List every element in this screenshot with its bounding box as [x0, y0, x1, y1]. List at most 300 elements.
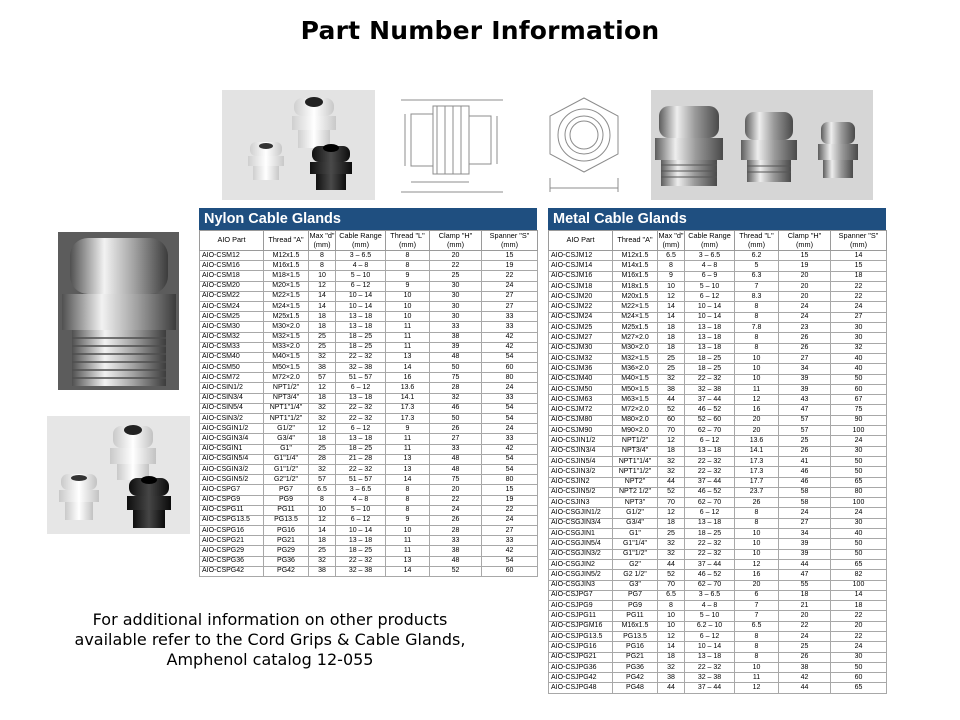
table-cell: 32 [658, 467, 685, 477]
table-cell: 22 – 32 [685, 539, 735, 549]
table-cell: 46 [779, 477, 831, 487]
table-cell: 50 [430, 414, 482, 424]
table-cell: 9 [386, 281, 430, 291]
table-cell: AIO-CSGJIN3/2 [549, 549, 613, 559]
table-cell: 15 [831, 261, 887, 271]
table-cell: 24 [831, 302, 887, 312]
column-header: Max "d" (mm) [658, 231, 684, 249]
table-cell: 18 – 25 [336, 546, 386, 556]
table-cell: 22 [482, 271, 538, 281]
table-cell: AIO-CSJPG42 [549, 673, 613, 683]
table-cell: 62 – 70 [685, 426, 735, 436]
table-cell: 58 [779, 487, 831, 497]
table-cell: 32 [309, 556, 336, 566]
table-cell: 27 [779, 518, 831, 528]
table-cell: G1/2" [613, 508, 658, 518]
table-cell: 8 [735, 508, 779, 518]
table-cell: 12 [309, 424, 336, 434]
table-cell: PG36 [613, 662, 658, 672]
table-cell: 44 [658, 683, 685, 693]
table-cell: 42 [482, 332, 538, 342]
table-cell: AIO-CSM30 [200, 322, 264, 332]
table-cell: 22 – 32 [685, 467, 735, 477]
table-cell: 20 [831, 621, 887, 631]
table-cell: 37 – 44 [685, 395, 735, 405]
table-cell: 39 [779, 539, 831, 549]
table-cell: 48 [430, 352, 482, 362]
table-cell: 10 [309, 505, 336, 515]
table-cell: 44 [658, 477, 685, 487]
table-row [549, 415, 887, 425]
table-row [549, 281, 887, 291]
table-cell: 10 [735, 353, 779, 363]
table-cell: 65 [831, 477, 887, 487]
table-cell: 22 – 32 [685, 374, 735, 384]
table-cell: 5 – 10 [685, 611, 735, 621]
table-cell: 30 [430, 281, 482, 291]
table-cell: 47 [779, 570, 831, 580]
table-cell: AIO-CSJM63 [549, 395, 613, 405]
table-cell: AIO-CSJM16 [549, 271, 613, 281]
table-cell: 14 [309, 291, 336, 301]
table-cell: 18 [831, 601, 887, 611]
table-cell: 4 – 8 [336, 495, 386, 505]
table-cell: 23 [779, 323, 831, 333]
table-cell: 8 [735, 631, 779, 641]
table-row [549, 446, 887, 456]
table-cell: 8 [386, 251, 430, 261]
table-cell: 18 [658, 343, 685, 353]
table-cell: AIO-CSJIN3 [549, 498, 613, 508]
table-row [200, 352, 538, 362]
table-cell: 100 [831, 426, 887, 436]
table-row [200, 281, 538, 291]
table-cell: 7 [735, 611, 779, 621]
table-cell: AIO-CSJM80 [549, 415, 613, 425]
table-cell: 21 – 28 [336, 454, 386, 464]
table-cell: AIO-CSM18 [200, 271, 264, 281]
table-cell: 27 [831, 312, 887, 322]
table-cell: 24 [779, 508, 831, 518]
nylon-table-title: Nylon Cable Glands [199, 208, 537, 230]
table-cell: 26 [779, 333, 831, 343]
table-cell: AIO-CSJM27 [549, 333, 613, 343]
table-cell: AIO-CSPG11 [200, 505, 264, 515]
table-cell: 26 [779, 446, 831, 456]
table-cell: 38 [430, 332, 482, 342]
table-cell: 18 [309, 536, 336, 546]
table-cell: 75 [430, 475, 482, 485]
nylon-table-header-row [200, 231, 538, 251]
table-cell: 25 [309, 546, 336, 556]
table-cell: AIO-CSM12 [200, 251, 264, 261]
metal-table-header-row [549, 231, 887, 251]
table-cell: 11 [386, 536, 430, 546]
table-cell: 13 – 18 [685, 652, 735, 662]
table-cell: 10 – 14 [685, 312, 735, 322]
table-cell: 13 [386, 556, 430, 566]
table-cell: G3/4" [613, 518, 658, 528]
table-cell: 22 [831, 292, 887, 302]
table-cell: 5 – 10 [336, 505, 386, 515]
table-cell: 42 [482, 342, 538, 352]
table-cell: G1"1/2" [264, 464, 309, 474]
table-cell: PG9 [264, 495, 309, 505]
table-cell: AIO-CSJIN2 [549, 477, 613, 487]
table-cell: AIO-CSGIN5/4 [200, 454, 264, 464]
table-row [549, 590, 887, 600]
table-cell: 6.5 [658, 251, 685, 261]
table-cell: 41 [779, 456, 831, 466]
table-row [549, 302, 887, 312]
table-cell: 27 [482, 291, 538, 301]
table-cell: 8 [735, 302, 779, 312]
table-cell: 22 [430, 261, 482, 271]
table-cell: 10 [735, 549, 779, 559]
table-cell: 17.3 [735, 456, 779, 466]
table-cell: 13 – 18 [685, 323, 735, 333]
table-cell: M25x1.5 [264, 312, 309, 322]
table-cell: 18 – 25 [336, 444, 386, 454]
table-cell: AIO-CSJPG16 [549, 642, 613, 652]
table-cell: M80×2.0 [613, 415, 658, 425]
table-cell: 11 [386, 332, 430, 342]
table-cell: 19 [482, 261, 538, 271]
table-cell: 12 [658, 292, 685, 302]
table-cell: M50×1.5 [613, 384, 658, 394]
table-cell: 19 [779, 261, 831, 271]
table-cell: 70 [658, 426, 685, 436]
table-cell: 27 [430, 434, 482, 444]
table-cell: 7 [735, 601, 779, 611]
footer-line: available refer to the Cord Grips & Cable Glands, [74, 630, 466, 649]
table-cell: 65 [831, 559, 887, 569]
table-cell: 8 [735, 333, 779, 343]
table-cell: M36×2.0 [613, 364, 658, 374]
table-cell: 24 [779, 312, 831, 322]
table-cell: 25 [658, 529, 685, 539]
table-cell: 13 – 18 [336, 536, 386, 546]
table-cell: 26 [779, 343, 831, 353]
table-cell: 18 [309, 393, 336, 403]
table-row [549, 374, 887, 384]
table-cell: 9 [386, 515, 430, 525]
table-cell: AIO-CSJM40 [549, 374, 613, 384]
table-cell: 38 [658, 673, 685, 683]
metal-gland-closeup-photo [58, 232, 179, 390]
column-header: AIO Part [200, 231, 264, 251]
table-cell: PG9 [613, 601, 658, 611]
table-cell: NPT3/4" [264, 393, 309, 403]
table-row [549, 477, 887, 487]
table-row [200, 475, 538, 485]
table-cell: 33 [482, 434, 538, 444]
table-cell: 4 – 8 [685, 601, 735, 611]
table-cell: PG7 [613, 590, 658, 600]
table-row [549, 292, 887, 302]
table-cell: 50 [831, 662, 887, 672]
white-black-nylon-glands-photo [222, 90, 375, 200]
table-cell: 12 [735, 395, 779, 405]
table-cell: 57 [309, 373, 336, 383]
table-cell: 46 – 52 [685, 487, 735, 497]
table-cell: AIO-CSPG9 [200, 495, 264, 505]
table-cell: 13 – 18 [336, 434, 386, 444]
table-cell: 34 [779, 364, 831, 374]
table-cell: 14.1 [735, 446, 779, 456]
table-row [200, 342, 538, 352]
table-cell: AIO-CSGJIN3 [549, 580, 613, 590]
table-cell: AIO-CSJM32 [549, 353, 613, 363]
table-cell: 6 – 12 [685, 631, 735, 641]
table-cell: AIO-CSJM18 [549, 281, 613, 291]
table-cell: M24×1.5 [264, 301, 309, 311]
table-row [200, 536, 538, 546]
table-cell: 27 [482, 526, 538, 536]
table-cell: AIO-CSJPG7 [549, 590, 613, 600]
table-cell: 12 [658, 436, 685, 446]
table-cell: 20 [430, 485, 482, 495]
table-cell: 38 [658, 384, 685, 394]
table-cell: M72×2.0 [264, 373, 309, 383]
table-cell: 43 [779, 395, 831, 405]
table-cell: 6 – 12 [336, 515, 386, 525]
table-cell: PG21 [613, 652, 658, 662]
table-row [200, 556, 538, 566]
table-cell: 4 – 8 [685, 261, 735, 271]
table-cell: 10 [735, 529, 779, 539]
table-cell: AIO-CSGJIN1/2 [549, 508, 613, 518]
table-cell: 52 [658, 405, 685, 415]
column-header: Thread "A" [264, 231, 309, 251]
table-cell: 17.3 [386, 414, 430, 424]
table-cell: 26 [430, 424, 482, 434]
table-cell: 50 [831, 539, 887, 549]
table-cell: 7.8 [735, 323, 779, 333]
table-cell: 47 [779, 405, 831, 415]
table-cell: PG11 [264, 505, 309, 515]
table-cell: 9 [658, 271, 685, 281]
table-cell: AIO-CSJPG21 [549, 652, 613, 662]
table-row [549, 364, 887, 374]
table-cell: 17.7 [735, 477, 779, 487]
table-cell: AIO-CSM25 [200, 312, 264, 322]
table-cell: 6 – 12 [685, 508, 735, 518]
table-cell: 11 [735, 384, 779, 394]
table-cell: 14 [386, 363, 430, 373]
table-cell: 40 [831, 529, 887, 539]
table-row [549, 570, 887, 580]
table-cell: 32 [658, 456, 685, 466]
table-cell: M90×2.0 [613, 426, 658, 436]
table-cell: 6.2 – 10 [685, 621, 735, 631]
table-cell: 7 [735, 281, 779, 291]
table-cell: 14 [658, 302, 685, 312]
table-cell: M18×1.5 [264, 271, 309, 281]
table-cell: AIO-CSJM72 [549, 405, 613, 415]
table-cell: 30 [831, 652, 887, 662]
table-row [549, 467, 887, 477]
table-cell: M32×1.5 [264, 332, 309, 342]
table-cell: 14 [309, 526, 336, 536]
table-cell: 6 – 12 [336, 383, 386, 393]
table-cell: 18 [831, 271, 887, 281]
table-cell: 10 [735, 662, 779, 672]
table-cell: AIO-CSM24 [200, 301, 264, 311]
table-cell: 14 [386, 475, 430, 485]
table-cell: 10 [658, 611, 685, 621]
table-cell: 13 – 18 [336, 393, 386, 403]
table-cell: 70 [658, 580, 685, 590]
column-header: Max "d" (mm) [309, 231, 335, 249]
table-row [200, 251, 538, 261]
table-cell: PG7 [264, 485, 309, 495]
table-cell: 33 [482, 393, 538, 403]
table-cell: AIO-CSIN1/2 [200, 383, 264, 393]
table-row [200, 393, 538, 403]
table-row [549, 312, 887, 322]
table-cell: 6 – 12 [685, 292, 735, 302]
table-cell: AIO-CSJPGM16 [549, 621, 613, 631]
table-cell: 58 [779, 498, 831, 508]
column-header: Thread "L" (mm) [386, 231, 430, 251]
table-cell: G1"1/4" [613, 539, 658, 549]
table-cell: 44 [779, 683, 831, 693]
table-cell: 8 [309, 495, 336, 505]
table-cell: AIO-CSJM24 [549, 312, 613, 322]
table-cell: 67 [831, 395, 887, 405]
table-cell: 50 [430, 363, 482, 373]
table-cell: 10 [386, 301, 430, 311]
table-cell: 32 [309, 464, 336, 474]
table-cell: 10 [735, 374, 779, 384]
table-cell: AIO-CSJM20 [549, 292, 613, 302]
table-cell: M16x1.5 [613, 271, 658, 281]
table-cell: AIO-CSM33 [200, 342, 264, 352]
table-cell: 54 [482, 403, 538, 413]
column-header: Clamp "H" (mm) [430, 231, 482, 251]
table-cell: 48 [430, 454, 482, 464]
table-cell: 8 [386, 505, 430, 515]
table-row [200, 566, 538, 576]
table-cell: 25 [658, 364, 685, 374]
table-cell: M40×1.5 [264, 352, 309, 362]
table-cell: 15 [482, 251, 538, 261]
table-cell: 18 [658, 518, 685, 528]
table-cell: 12 [309, 515, 336, 525]
table-cell: 14 [658, 312, 685, 322]
table-cell: 11 [735, 673, 779, 683]
table-cell: 13 – 18 [336, 312, 386, 322]
table-row [200, 546, 538, 556]
table-cell: 14 [831, 251, 887, 261]
table-cell: G3/4" [264, 434, 309, 444]
table-cell: 33 [482, 322, 538, 332]
table-cell: 24 [482, 383, 538, 393]
table-cell: 4 – 8 [336, 261, 386, 271]
table-cell: 12 [309, 281, 336, 291]
table-cell: 9 [386, 271, 430, 281]
table-cell: 32 [658, 539, 685, 549]
gland-side-drawing [393, 92, 511, 200]
table-row [549, 529, 887, 539]
table-cell: 5 – 10 [685, 281, 735, 291]
table-cell: AIO-CSM50 [200, 363, 264, 373]
table-cell: 12 [735, 559, 779, 569]
table-cell: 25 [430, 271, 482, 281]
table-cell: M30×2.0 [264, 322, 309, 332]
table-cell: 22 – 32 [336, 556, 386, 566]
table-cell: 20 [779, 611, 831, 621]
table-cell: 10 – 14 [336, 301, 386, 311]
column-header: Spanner "S" (mm) [831, 231, 887, 251]
table-cell: NPT3/4" [613, 446, 658, 456]
table-row [549, 662, 887, 672]
table-cell: G1"1/4" [264, 454, 309, 464]
table-cell: 38 [779, 662, 831, 672]
table-cell: AIO-CSJIN3/4 [549, 446, 613, 456]
table-cell: 8 [658, 261, 685, 271]
table-cell: 6.5 [658, 590, 685, 600]
column-header: Cable Range (mm) [685, 231, 735, 251]
table-cell: 33 [482, 536, 538, 546]
table-cell: 24 [831, 508, 887, 518]
column-header: Clamp "H" (mm) [779, 231, 831, 251]
table-row [549, 436, 887, 446]
table-cell: 57 [779, 415, 831, 425]
table-cell: 16 [386, 373, 430, 383]
table-cell: 11 [386, 546, 430, 556]
table-cell: 22 [430, 495, 482, 505]
table-cell: 34 [779, 529, 831, 539]
table-cell: AIO-CSM20 [200, 281, 264, 291]
table-cell: 57 [309, 475, 336, 485]
table-cell: AIO-CSIN3/2 [200, 414, 264, 424]
table-cell: G2"1/2" [264, 475, 309, 485]
table-cell: 8 [658, 601, 685, 611]
table-cell: 38 [430, 546, 482, 556]
table-cell: 10 [658, 281, 685, 291]
table-cell: PG48 [613, 683, 658, 693]
footer-line: Amphenol catalog 12-055 [166, 650, 374, 669]
table-cell: NPT2 1/2" [613, 487, 658, 497]
table-cell: PG13.5 [264, 515, 309, 525]
table-cell: PG29 [264, 546, 309, 556]
table-cell: AIO-CSGJIN3/4 [549, 518, 613, 528]
table-cell: NPT1"1/4" [264, 403, 309, 413]
table-cell: M12x1.5 [264, 251, 309, 261]
table-cell: 54 [482, 454, 538, 464]
table-cell: 82 [831, 570, 887, 580]
table-row [549, 611, 887, 621]
table-cell: AIO-CSGIN5/2 [200, 475, 264, 485]
table-cell: 9 [386, 424, 430, 434]
table-cell: AIO-CSM72 [200, 373, 264, 383]
table-cell: 37 – 44 [685, 559, 735, 569]
table-cell: 44 [779, 559, 831, 569]
table-cell: 21 [779, 601, 831, 611]
table-cell: 28 [430, 526, 482, 536]
metal-glands-group-photo [651, 90, 873, 200]
table-cell: 32 – 38 [685, 384, 735, 394]
table-cell: 28 [430, 383, 482, 393]
table-cell: 10 [309, 271, 336, 281]
table-cell: 25 [309, 332, 336, 342]
table-cell: 13 [386, 454, 430, 464]
table-cell: AIO-CSJIN5/4 [549, 456, 613, 466]
table-cell: M32×1.5 [613, 353, 658, 363]
table-cell: M18x1.5 [613, 281, 658, 291]
